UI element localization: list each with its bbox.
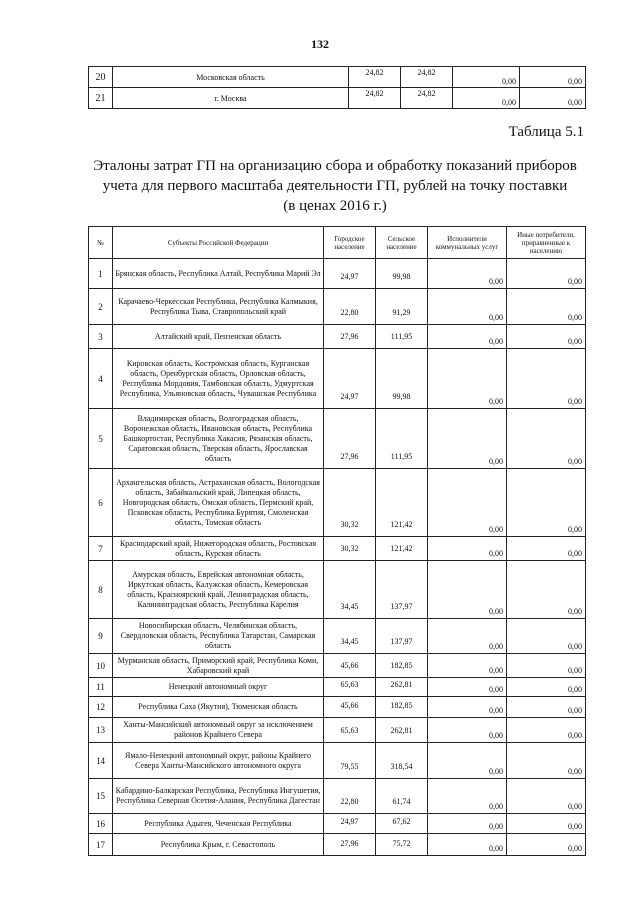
rural-value: 99,98	[376, 349, 428, 409]
row-number: 11	[89, 678, 113, 697]
table-row	[89, 537, 586, 561]
other-value: 0,00	[507, 834, 586, 856]
header-rural: Сельское население	[376, 227, 428, 259]
rural-value: 318,54	[376, 743, 428, 779]
row-number: 17	[89, 834, 113, 856]
executors-value: 0,00	[428, 779, 507, 814]
subject-name: Краснодарский край, Нижегородская область, Ростовская область, Курская область	[113, 537, 324, 561]
subject-name: Республика Адыгея, Чеченская Республика	[113, 814, 324, 834]
table-row	[89, 678, 586, 697]
table-row	[89, 779, 586, 814]
urban-value: 27,96	[324, 325, 376, 349]
page-number: 132	[311, 37, 329, 51]
urban-value: 45,66	[324, 654, 376, 678]
urban-value: 65,63	[324, 718, 376, 743]
table-row	[89, 697, 586, 718]
urban-value: 65,63	[324, 678, 376, 697]
other-value: 0,00	[507, 259, 586, 289]
other-value: 0,00	[507, 678, 586, 697]
row-number: 4	[89, 349, 113, 409]
table-row	[89, 814, 586, 834]
urban-value: 24,97	[324, 814, 376, 834]
table-row	[89, 88, 586, 109]
rural-value: 182,85	[376, 697, 428, 718]
executors-value: 0,00	[428, 259, 507, 289]
table-header-row	[89, 227, 586, 259]
urban-value: 30,32	[324, 537, 376, 561]
subject-name: г. Москва	[113, 88, 349, 109]
subject-name: Ханты-Мансийский автономный округ за исключением районов Крайнего Севера	[113, 718, 324, 743]
rural-value: 121,42	[376, 537, 428, 561]
other-value: 0,00	[520, 67, 586, 88]
executors-value: 0,00	[428, 325, 507, 349]
table-row	[89, 409, 586, 469]
other-value: 0,00	[507, 409, 586, 469]
rural-value: 75,72	[376, 834, 428, 856]
row-number: 15	[89, 779, 113, 814]
executors-value: 0,00	[428, 697, 507, 718]
row-number: 14	[89, 743, 113, 779]
executors-value: 0,00	[428, 654, 507, 678]
row-number: 7	[89, 537, 113, 561]
urban-value: 24,82	[349, 88, 401, 109]
subject-name: Архангельская область, Астраханская область, Вологодская область, Забайкальский край, Липецкая область, Новгородская область, Омская область, Пермский край, Псковская область, Республика Бурятия, Смоленская область, Томская область	[113, 469, 324, 537]
row-number: 12	[89, 697, 113, 718]
header-subject: Субъекты Российской Федерации	[113, 227, 324, 259]
executors-value: 0,00	[428, 619, 507, 654]
table-title	[70, 156, 600, 216]
urban-value: 22,80	[324, 779, 376, 814]
executors-value: 0,00	[428, 409, 507, 469]
table-row	[89, 349, 586, 409]
urban-value: 24,82	[349, 67, 401, 88]
rural-value: 67,62	[376, 814, 428, 834]
other-value: 0,00	[507, 697, 586, 718]
cost-standards-table	[88, 226, 586, 856]
rural-value: 111,95	[376, 409, 428, 469]
other-value: 0,00	[507, 814, 586, 834]
row-number: 16	[89, 814, 113, 834]
header-other: Иные потребители, приравненные к населению	[507, 227, 586, 259]
subject-name: Алтайский край, Пензенская область	[113, 325, 324, 349]
rural-value: 99,98	[376, 259, 428, 289]
subject-name: Ямало-Ненецкий автономный округ, районы Крайнего Севера Ханты-Мансийского автономного округа	[113, 743, 324, 779]
executors-value: 0,00	[428, 537, 507, 561]
row-number: 6	[89, 469, 113, 537]
other-value: 0,00	[507, 619, 586, 654]
table-row	[89, 561, 586, 619]
subject-name: Ненецкий автономный округ	[113, 678, 324, 697]
row-number: 5	[89, 409, 113, 469]
other-value: 0,00	[507, 325, 586, 349]
row-number: 9	[89, 619, 113, 654]
title-line: учета для первого масштаба деятельности ГП, рублей на точку поставки	[102, 178, 568, 194]
other-value: 0,00	[507, 537, 586, 561]
executors-value: 0,00	[428, 678, 507, 697]
executors-value: 0,00	[428, 814, 507, 834]
urban-value: 30,32	[324, 469, 376, 537]
row-number: 8	[89, 561, 113, 619]
rural-value: 262,81	[376, 718, 428, 743]
urban-value: 34,45	[324, 619, 376, 654]
urban-value: 34,45	[324, 561, 376, 619]
table-row	[89, 289, 586, 325]
rural-value: 61,74	[376, 779, 428, 814]
urban-value: 27,96	[324, 834, 376, 856]
urban-value: 24,97	[324, 349, 376, 409]
rural-value: 137,97	[376, 561, 428, 619]
table-row	[89, 834, 586, 856]
subject-name: Республика Саха (Якутия), Тюменская область	[113, 697, 324, 718]
table-row	[89, 469, 586, 537]
subject-name: Кировская область, Костромская область, Курганская область, Оренбургская область, Орловская область, Республика Мордовия, Тамбовская область, Удмуртская Республика, Ульяновская область, Чувашская Республика	[113, 349, 324, 409]
rural-value: 91,29	[376, 289, 428, 325]
subject-name: Карачаево-Черкесская Республика, Республика Калмыкия, Республика Тыва, Ставропольский край	[113, 289, 324, 325]
executors-value: 0,00	[428, 834, 507, 856]
other-value: 0,00	[507, 743, 586, 779]
other-value: 0,00	[507, 779, 586, 814]
executors-value: 0,00	[428, 743, 507, 779]
other-value: 0,00	[507, 718, 586, 743]
other-value: 0,00	[507, 289, 586, 325]
urban-value: 27,96	[324, 409, 376, 469]
table-row	[89, 743, 586, 779]
rural-value: 137,97	[376, 619, 428, 654]
subject-name: Новосибирская область, Челябинская область, Свердловская область, Республика Татарстан, Самарская область	[113, 619, 324, 654]
table-row	[89, 67, 586, 88]
urban-value: 45,66	[324, 697, 376, 718]
executors-value: 0,00	[428, 718, 507, 743]
row-number: 3	[89, 325, 113, 349]
rural-value: 24,82	[401, 67, 453, 88]
executors-value: 0,00	[428, 289, 507, 325]
row-number: 13	[89, 718, 113, 743]
other-value: 0,00	[507, 654, 586, 678]
rural-value: 182,85	[376, 654, 428, 678]
rural-value: 121,42	[376, 469, 428, 537]
subject-name: Мурманская область, Приморский край, Республика Коми, Хабаровский край	[113, 654, 324, 678]
executors-value: 0,00	[428, 561, 507, 619]
table-label: Таблица 5.1	[508, 124, 584, 140]
executors-value: 0,00	[428, 349, 507, 409]
subject-name: Кабардино-Балкарская Республика, Республика Ингушетия, Республика Северная Осетия-Алания, Республика Дагестан	[113, 779, 324, 814]
header-city: Городское население	[324, 227, 376, 259]
row-number: 2	[89, 289, 113, 325]
table-row	[89, 718, 586, 743]
urban-value: 79,55	[324, 743, 376, 779]
rural-value: 24,82	[401, 88, 453, 109]
other-value: 0,00	[507, 469, 586, 537]
executors-value: 0,00	[453, 88, 520, 109]
row-number: 21	[89, 88, 113, 109]
title-line: Эталоны затрат ГП на организацию сбора и обработку показаний приборов	[93, 158, 577, 174]
row-number: 20	[89, 67, 113, 88]
header-executors: Исполнители коммунальных услуг	[428, 227, 507, 259]
subject-name: Амурская область, Еврейская автономная область, Иркутская область, Калужская область, Кемеровская область, Красноярский край, Ленинградская область, Калининградская область, Республика Карелия	[113, 561, 324, 619]
table-row	[89, 259, 586, 289]
rural-value: 262,81	[376, 678, 428, 697]
subject-name: Владимирская область, Волгоградская область, Воронежская область, Ивановская область, Республика Башкортостан, Республика Хакасия, Рязанская область, Саратовская область, Тверская область, Ярославская область	[113, 409, 324, 469]
subject-name: Республика Крым, г. Севастополь	[113, 834, 324, 856]
title-line: (в ценах 2016 г.)	[283, 198, 387, 214]
table-row	[89, 325, 586, 349]
rural-value: 111,95	[376, 325, 428, 349]
subject-name: Брянская область, Республика Алтай, Республика Марий Эл	[113, 259, 324, 289]
executors-value: 0,00	[453, 67, 520, 88]
other-value: 0,00	[507, 349, 586, 409]
row-number: 10	[89, 654, 113, 678]
previous-table-continuation	[88, 66, 586, 109]
row-number: 1	[89, 259, 113, 289]
urban-value: 24,97	[324, 259, 376, 289]
table-row	[89, 619, 586, 654]
other-value: 0,00	[507, 561, 586, 619]
urban-value: 22,80	[324, 289, 376, 325]
executors-value: 0,00	[428, 469, 507, 537]
header-num: №	[89, 227, 113, 259]
table-row	[89, 654, 586, 678]
subject-name: Московская область	[113, 67, 349, 88]
other-value: 0,00	[520, 88, 586, 109]
